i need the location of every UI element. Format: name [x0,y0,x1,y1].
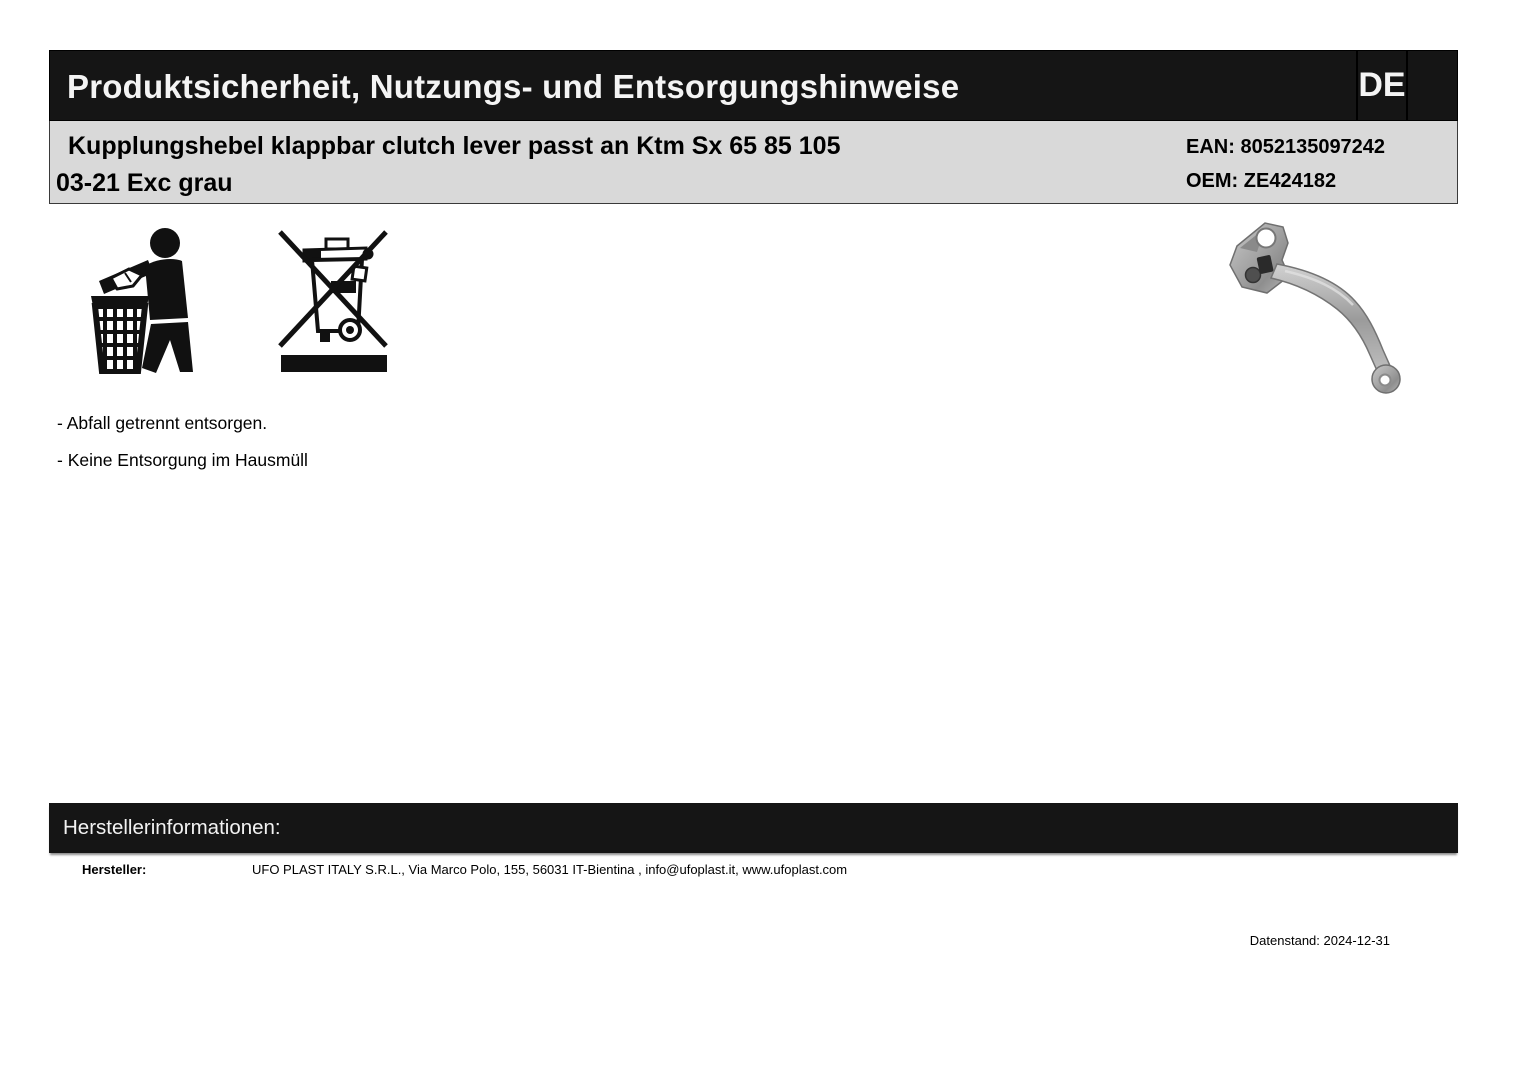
ean-label: EAN: [1186,136,1235,158]
oem-code [1186,164,1451,198]
product-info-bar [49,121,1458,204]
product-title [56,128,1176,202]
oem-label: OEM: [1186,170,1239,192]
ean-value: 8052135097242 [1240,136,1386,158]
tidyman-disposal-icon [84,226,216,374]
disposal-note-1: - Abfall getrennt entsorgen. [57,413,268,433]
clutch-lever-product-image [1185,218,1460,406]
disposal-note-2: - Keine Entsorgung im Hausmüll [57,450,308,470]
data-version-date: Datenstand: 2024-12-31 [1249,933,1390,948]
header-bar [49,50,1458,121]
weee-crossed-out-bin-icon [276,227,392,373]
language-badge: DE [1356,51,1408,120]
manufacturer-section-bar [49,803,1458,853]
ean-code [1186,130,1451,164]
page-title: Produktsicherheit, Nutzungs- und Entsorgungshinweise [67,68,960,105]
manufacturer-label: Hersteller: [82,862,147,877]
product-title-line2: 03-21 Exc grau [56,169,233,197]
oem-value: ZE424182 [1243,170,1337,192]
manufacturer-value: UFO PLAST ITALY S.R.L., Via Marco Polo, 155, 56031 IT-Bientina , info@ufoplast.it, www.ufoplast.com [252,862,848,877]
product-codes [1186,130,1451,198]
manufacturer-section-title: Herstellerinformationen: [63,816,281,839]
disposal-notes [57,412,308,486]
manufacturer-row [0,862,1520,882]
product-title-line1: Kupplungshebel klappbar clutch lever passt an Ktm Sx 65 85 105 [68,132,841,160]
